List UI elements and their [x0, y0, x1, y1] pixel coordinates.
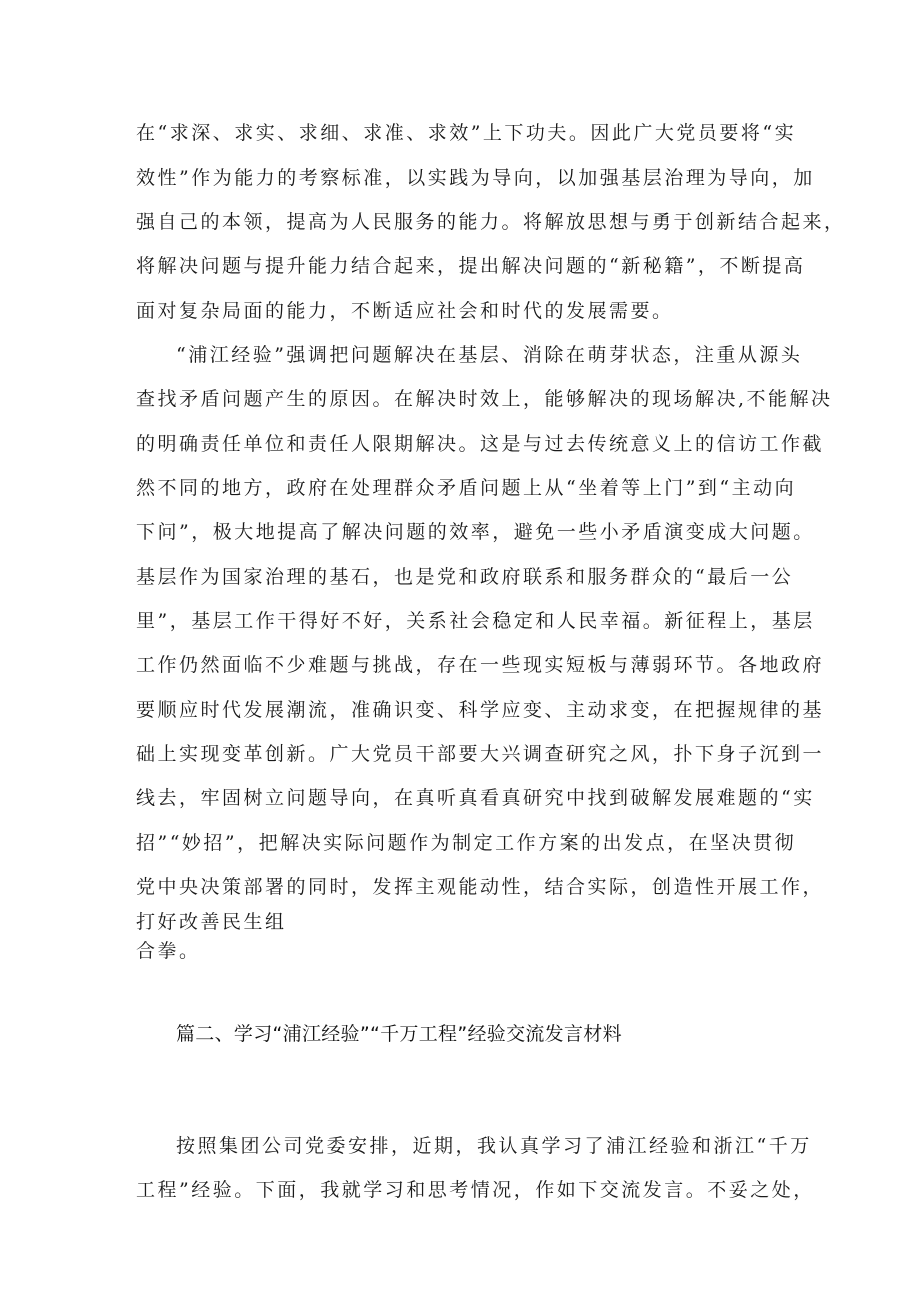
paragraph-line: 效性”作为能力的考察标准，以实践为导向，以加强基层治理为导向，加 — [136, 167, 815, 189]
paragraph-line: 工程”经验。下面，我就学习和思考情况，作如下交流发言。不妥之处， — [136, 1179, 815, 1201]
paragraph-line: 打好改善民生组 — [136, 911, 287, 933]
section-heading: 篇二、学习“浦江经验”“千万工程”经验交流发言材料 — [176, 1023, 622, 1045]
paragraph-line: 要顺应时代发展潮流，准确识变、科学应变、主动求变，在把握规律的基 — [136, 699, 825, 721]
paragraph-line: 里”，基层工作干得好不好，关系社会稳定和人民幸福。新征程上，基层 — [136, 610, 815, 632]
paragraph-line: “浦江经验”强调把问题解决在基层、消除在萌芽状态，注重从源头 — [176, 344, 803, 366]
paragraph-line: 在“求深、求实、求细、求准、求效”上下功夫。因此广大党员要将“实 — [136, 122, 797, 144]
paragraph-line: 基层作为国家治理的基石，也是党和政府联系和服务群众的“最后一公 — [136, 566, 794, 588]
paragraph-line: 招”“妙招”，把解决实际问题作为制定工作方案的出发点，在坚决贯彻 — [136, 832, 797, 854]
paragraph-line: 将解决问题与提升能力结合起来，提出解决问题的“新秘籍”，不断提高 — [136, 255, 806, 277]
paragraph-line: 面对复杂局面的能力，不断适应社会和时代的发展需要。 — [136, 300, 674, 322]
paragraph-line: 础上实现变革创新。广大党员干部要大兴调查研究之风，扑下身子沉到一 — [136, 743, 825, 765]
paragraph-line: 线去，牢固树立问题导向，在真听真看真研究中找到破解发展难题的“实 — [136, 787, 815, 809]
paragraph-line: 查找矛盾问题产生的原因。在解决时效上，能够解决的现场解决,不能解决 — [136, 388, 833, 410]
paragraph-line: 党中央决策部署的同时，发挥主观能动性，结合实际，创造性开展工作， — [136, 876, 825, 898]
paragraph-line: 的明确责任单位和责任人限期解决。这是与过去传统意义上的信访工作截 — [136, 433, 825, 455]
paragraph-line: 然不同的地方，政府在处理群众矛盾问题上从“坐着等上门”到“主动向 — [136, 477, 797, 499]
paragraph-line: 合拳。 — [136, 940, 201, 962]
paragraph-line: 下问”，极大地提高了解决问题的效率，避免一些小矛盾演变成大问题。 — [136, 521, 815, 543]
paragraph-line: 强自己的本领，提高为人民服务的能力。将解放思想与勇于创新结合起来， — [136, 211, 846, 233]
paragraph-line: 工作仍然面临不少难题与挑战，存在一些现实短板与薄弱环节。各地政府 — [136, 654, 825, 676]
paragraph-line: 按照集团公司党委安排，近期，我认真学习了浦江经验和浙江“千万 — [176, 1135, 812, 1157]
